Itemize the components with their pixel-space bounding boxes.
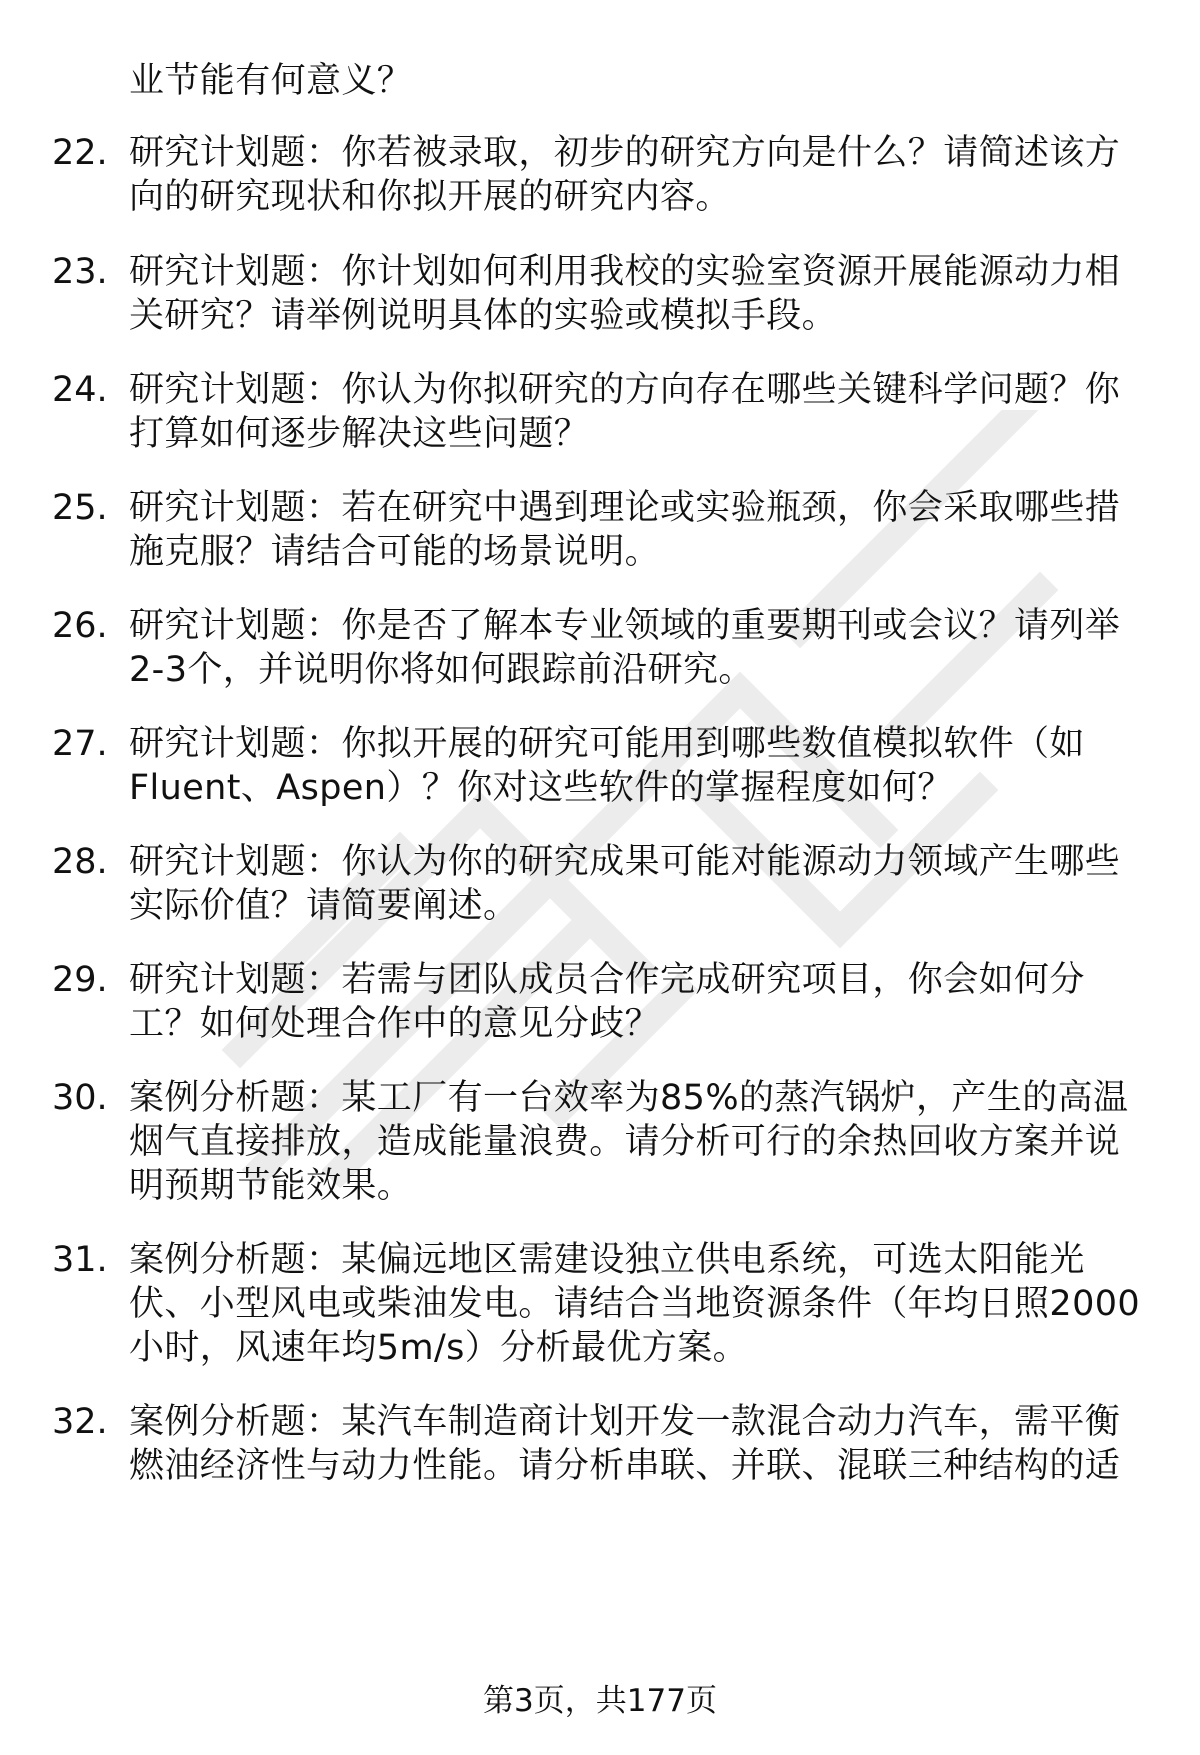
item-text-line: 研究计划题：你拟开展的研究可能用到哪些数值模拟软件（如 [129,724,1085,764]
item-text-line: 案例分析题：某工厂有一台效率为85%的蒸汽锅炉，产生的高温 [129,1078,1129,1118]
item-number: 25. [52,488,108,528]
item-text-line: 明预期节能效果。 [129,1166,413,1206]
item-number: 24. [52,370,108,410]
item-number: 26. [52,606,108,646]
item-text-line: 工？如何处理合作中的意见分歧？ [129,1004,661,1044]
item-text-line: 实际价值？请简要阐述。 [129,886,519,926]
item-text-line: 研究计划题：你若被录取，初步的研究方向是什么？请简述该方 [129,133,1121,173]
item-text-line: 2-3个，并说明你将如何跟踪前沿研究。 [129,650,754,690]
item-number: 32. [52,1402,108,1442]
item-number: 30. [52,1078,108,1118]
item-text-line: 向的研究现状和你拟开展的研究内容。 [129,177,731,217]
item-text-line: 研究计划题：你是否了解本专业领域的重要期刊或会议？请列举 [129,606,1121,646]
item-text-line: 研究计划题：你认为你的研究成果可能对能源动力领域产生哪些 [129,842,1121,882]
item-number: 31. [52,1240,108,1280]
item-text-line: 研究计划题：你认为你拟研究的方向存在哪些关键科学问题？你 [129,370,1121,410]
item-number: 23. [52,252,108,292]
item-text-line: 燃油经济性与动力性能。请分析串联、并联、混联三种结构的适 [129,1446,1121,1486]
item-text-line: 烟气直接排放，造成能量浪费。请分析可行的余热回收方案并说 [129,1122,1121,1162]
page-footer: 第3页，共177页 [483,1683,717,1719]
item-text-line: 施克服？请结合可能的场景说明。 [129,532,661,572]
item-number: 22. [52,133,108,173]
item-text-line: 研究计划题：若在研究中遇到理论或实验瓶颈，你会采取哪些措 [129,488,1121,528]
continuation-text: 业节能有何意义？ [129,61,413,101]
item-text-line: 关研究？请举例说明具体的实验或模拟手段。 [129,296,838,336]
item-text-line: 案例分析题：某偏远地区需建设独立供电系统，可选太阳能光 [129,1240,1085,1280]
item-text-line: 伏、小型风电或柴油发电。请结合当地资源条件（年均日照2000 [129,1284,1141,1324]
item-text-line: 研究计划题：若需与团队成员合作完成研究项目，你会如何分 [129,960,1085,1000]
item-text-line: Fluent、Aspen）？你对这些软件的掌握程度如何？ [129,768,953,808]
item-number: 27. [52,724,108,764]
item-number: 28. [52,842,108,882]
item-number: 29. [52,960,108,1000]
item-text-line: 小时，风速年均5m/s）分析最优方案。 [129,1328,748,1368]
item-text-line: 案例分析题：某汽车制造商计划开发一款混合动力汽车，需平衡 [129,1402,1121,1442]
item-text-line: 打算如何逐步解决这些问题？ [129,414,590,454]
item-text-line: 研究计划题：你计划如何利用我校的实验室资源开展能源动力相 [129,252,1121,292]
